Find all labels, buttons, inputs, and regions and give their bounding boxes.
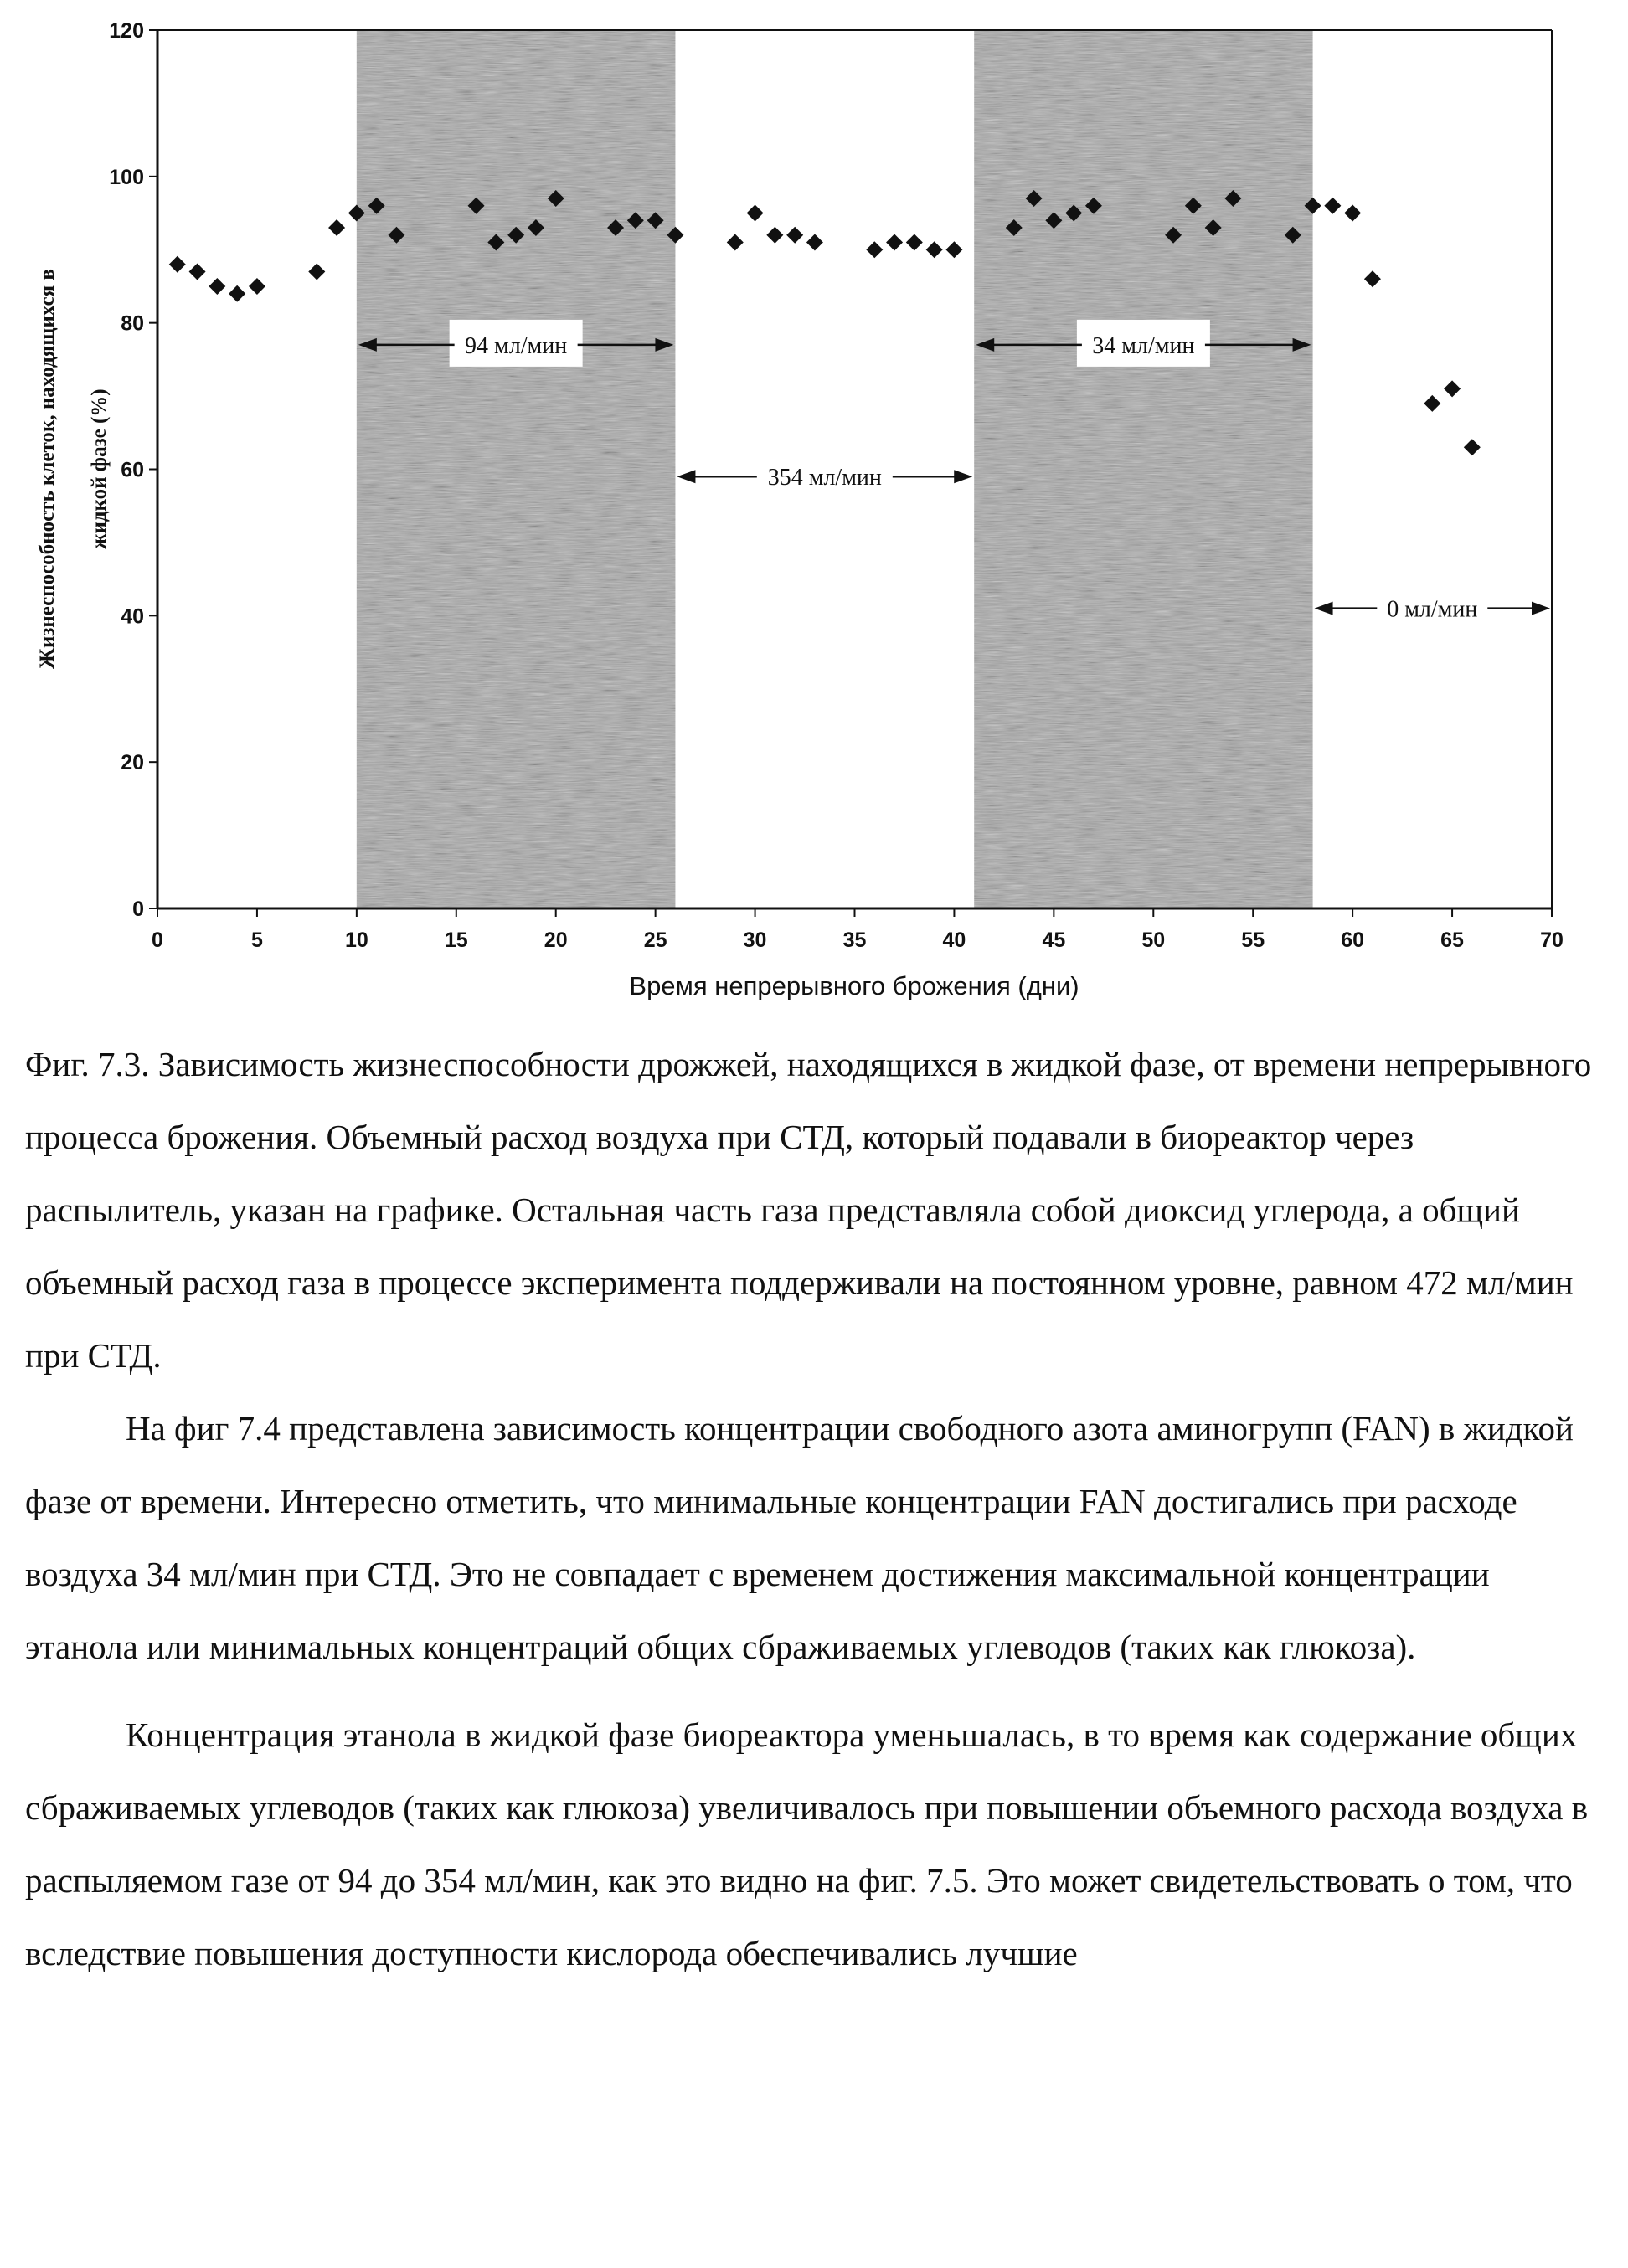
x-tick-label: 65 — [1440, 928, 1464, 952]
x-tick-label: 25 — [644, 928, 667, 952]
y-tick-label: 100 — [109, 166, 144, 189]
data-point — [926, 241, 943, 258]
x-tick-label: 45 — [1042, 928, 1065, 952]
data-point — [229, 285, 245, 302]
x-tick-label: 0 — [152, 928, 163, 952]
annotation-label: 0 мл/мин — [1387, 597, 1477, 623]
y-axis-title-line1: Жизнеспособность клеток, находящихся в — [36, 269, 59, 669]
data-point — [727, 234, 744, 251]
paragraph-2: Концентрация этанола в жидкой фазе биореактора уменьшалась, в то время как содержание общих сбраживаемых углеводов (таких как глюкоза) увеличивалось при повышении объемного расхода воздуха в распыляемом газе от 94 до 354 мл/мин, как это видно на фиг. 7.5. Это может свидетельствовать о том, что вследствие повышения доступности кислорода обеспечивались лучшие — [25, 1699, 1608, 1990]
x-tick-label: 60 — [1341, 928, 1364, 952]
arrow-left-icon — [677, 470, 695, 483]
x-tick-label: 70 — [1540, 928, 1564, 952]
y-tick-label: 120 — [109, 19, 144, 43]
viability-chart — [0, 0, 1628, 1021]
data-point — [806, 234, 823, 251]
paragraph-1: На фиг 7.4 представлена зависимость концентрации свободного азота аминогрупп (FAN) в жидкой фазе от времени. Интересно отметить, что минимальные концентрации FAN достигались при расходе воздуха 34 мл/мин при СТД. Это не совпадает с временем достижения максимальной концентрации этанола или минимальных концентраций общих сбраживаемых углеводов (таких как глюкоза). — [25, 1392, 1608, 1684]
x-tick-label: 40 — [943, 928, 966, 952]
data-point — [328, 219, 345, 236]
annotation-label: 94 мл/мин — [465, 333, 567, 359]
body-text — [25, 1028, 1608, 1990]
data-point — [1364, 270, 1381, 287]
data-point — [249, 278, 265, 295]
data-point — [1324, 198, 1341, 214]
x-axis-title: Время непрерывного брожения (дни) — [629, 971, 1079, 1000]
data-point — [747, 205, 764, 222]
annotation-label: 34 мл/мин — [1092, 333, 1194, 359]
y-tick-label: 40 — [121, 604, 144, 628]
y-tick-label: 60 — [121, 459, 144, 482]
arrow-left-icon — [1315, 602, 1333, 615]
data-point — [786, 227, 803, 244]
shaded-region-texture-1 — [357, 30, 676, 908]
data-point — [169, 256, 186, 273]
x-tick-label: 35 — [843, 928, 867, 952]
annotation-label: 354 мл/мин — [768, 465, 882, 491]
flow-annotation-4 — [1315, 584, 1550, 630]
data-point — [766, 227, 783, 244]
data-point — [1464, 439, 1481, 455]
data-point — [1344, 205, 1361, 222]
x-tick-label: 5 — [251, 928, 263, 952]
x-tick-label: 50 — [1141, 928, 1165, 952]
arrow-right-icon — [1532, 602, 1550, 615]
y-tick-label: 20 — [121, 751, 144, 774]
shaded-region-texture-2 — [974, 30, 1312, 908]
data-point — [308, 263, 325, 280]
data-point — [945, 241, 962, 258]
y-axis-title-line2: жидкой фазе (%) — [88, 388, 111, 548]
x-tick-label: 20 — [544, 928, 568, 952]
flow-annotation-2 — [677, 451, 972, 498]
x-tick-label: 10 — [345, 928, 368, 952]
data-point — [866, 241, 883, 258]
data-point — [1444, 380, 1461, 397]
data-point — [209, 278, 225, 295]
data-point — [886, 234, 903, 251]
x-tick-label: 15 — [445, 928, 468, 952]
data-point — [1424, 395, 1440, 412]
y-tick-label: 0 — [132, 897, 144, 921]
y-tick-label: 80 — [121, 312, 144, 336]
x-tick-label: 55 — [1241, 928, 1265, 952]
data-point — [189, 263, 206, 280]
x-tick-label: 30 — [744, 928, 767, 952]
arrow-right-icon — [954, 470, 972, 483]
data-point — [906, 234, 923, 251]
figure-caption: Фиг. 7.3. Зависимость жизнеспособности дрожжей, находящихся в жидкой фазе, от времени непрерывного процесса брожения. Объемный расход воздуха при СТД, который подавали в биореактор через распылитель, указан на графике. Остальная часть газа представляла собой диоксид углерода, а общий объемный расход газа в процессе эксперимента поддерживали на постоянном уровне, равном 472 мл/мин при СТД. — [25, 1028, 1608, 1392]
